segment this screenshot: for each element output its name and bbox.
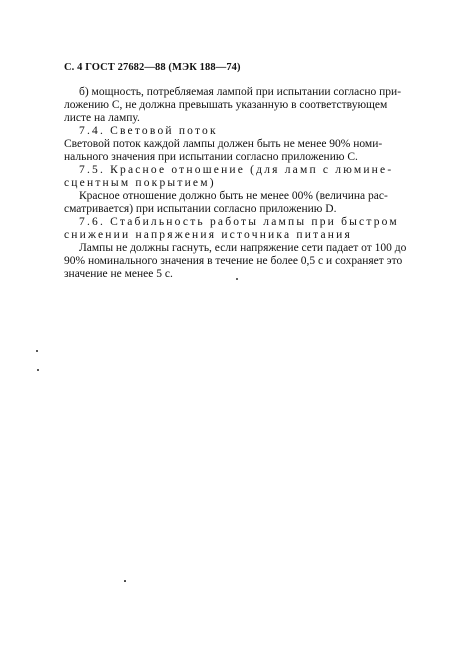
paragraph-b-line-2: ложению С, не должна превышать указанную в соответствующем xyxy=(64,99,388,111)
paragraph-b-line-1: б) мощность, потребляемая лампой при испытании согласно при- xyxy=(79,86,402,98)
scan-speck xyxy=(124,580,126,582)
section-7-4-text-line-2: нального значения при испытании согласно приложению С. xyxy=(64,151,358,163)
section-7-6-text-line-3: значение не менее 5 с. xyxy=(64,268,173,280)
section-7-4-text-line-1: Световой поток каждой лампы должен быть не менее 90% номи- xyxy=(64,138,383,150)
scan-speck xyxy=(236,278,238,280)
section-7-5-text-line-2: сматривается) при испытании согласно приложению D. xyxy=(64,203,337,215)
section-7-5-text-line-1: Красное отношение должно быть не менее 00% (величина рас- xyxy=(79,190,388,202)
section-7-6-text-line-1: Лампы не должны гаснуть, если напряжение сети падает от 100 до xyxy=(79,242,407,254)
section-7-5-heading-line-1: 7.5. Красное отношение (для ламп с люмине- xyxy=(79,164,394,176)
paragraph-b-line-3: листе на лампу. xyxy=(64,112,140,124)
section-7-5-heading-line-2: сцентным покрытием) xyxy=(64,177,216,189)
section-7-4-heading: 7.4. Световой поток xyxy=(79,125,218,137)
section-7-6-text-line-2: 90% номинального значения в течение не более 0,5 с и сохраняет это xyxy=(64,255,403,267)
section-7-6-heading-line-1: 7.6. Стабильность работы лампы при быстром xyxy=(79,216,399,228)
section-7-6-heading-line-2: снижении напряжения источника питания xyxy=(64,229,352,241)
scan-speck xyxy=(37,369,39,371)
page-header: С. 4 ГОСТ 27682—88 (МЭК 188—74) xyxy=(64,62,241,73)
scan-speck xyxy=(36,350,38,352)
